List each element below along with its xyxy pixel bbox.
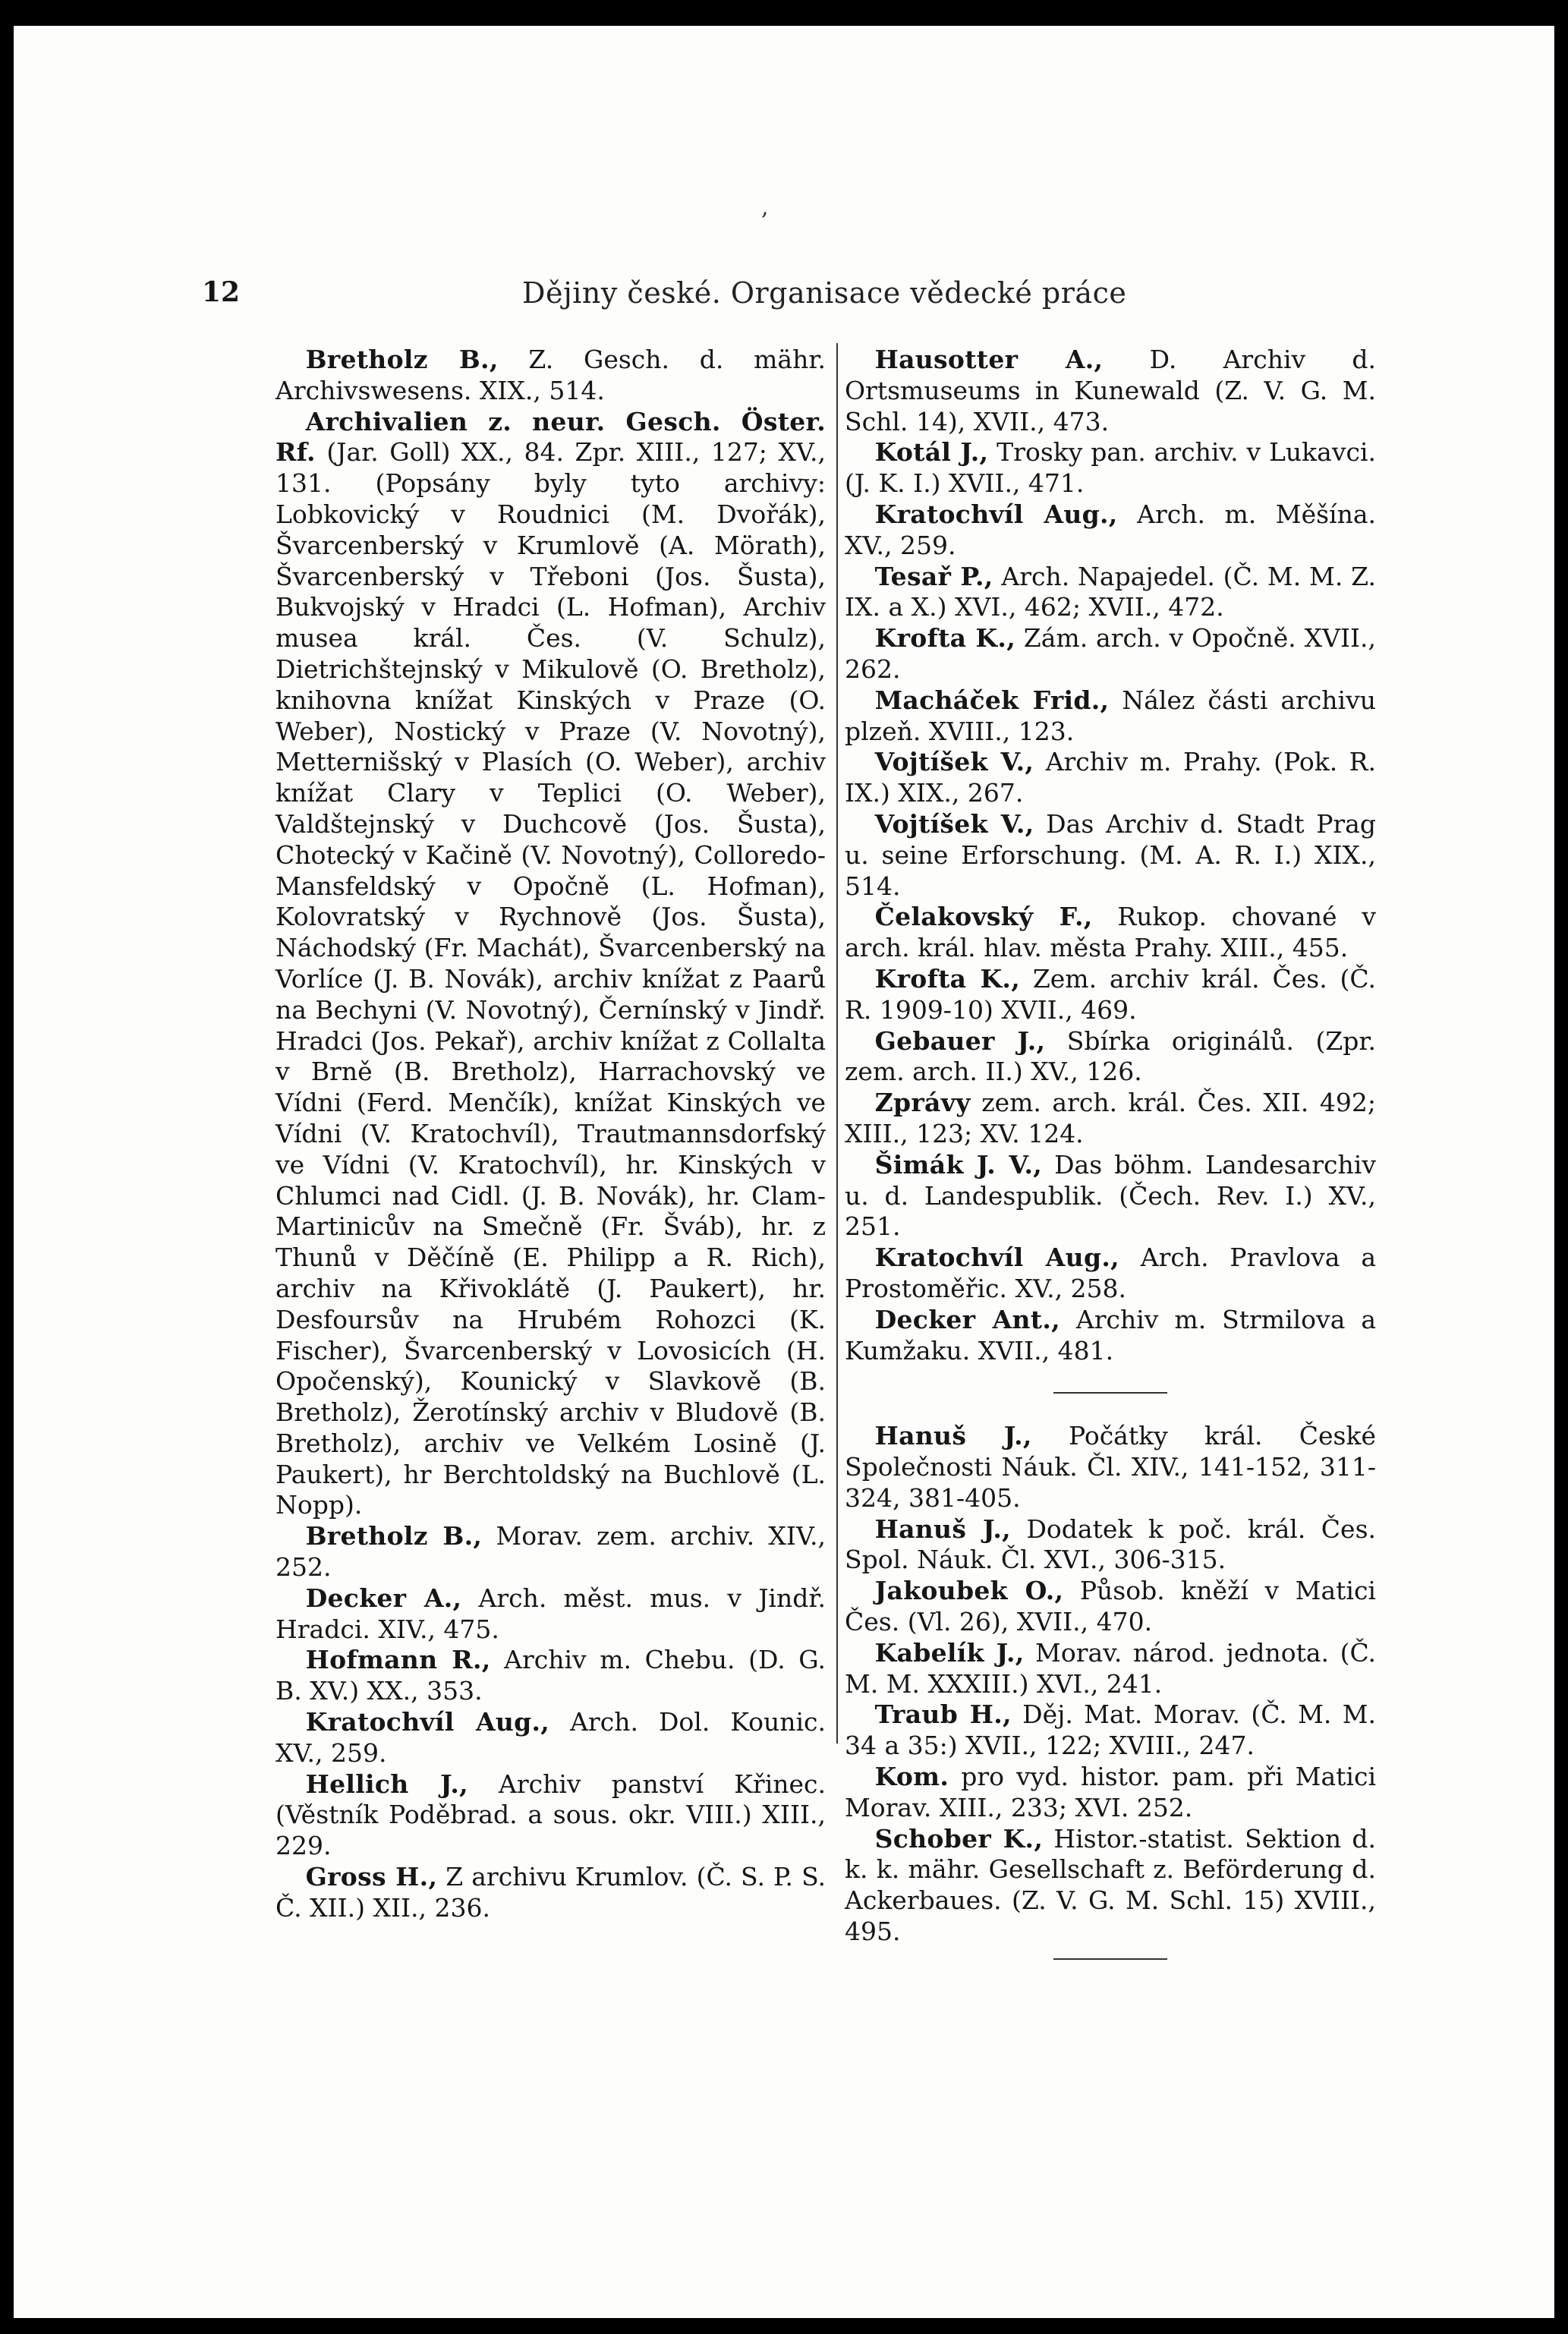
entry-author: Gebauer J., [874, 1025, 1046, 1056]
entry-detail: Arch. Dol. Kounic. XV., 259. [276, 1707, 826, 1768]
bibliography-entry [276, 407, 826, 1522]
entry-detail: Arch. m. Měšína. XV., 259. [845, 499, 1376, 560]
entry-author: Hofmann R., [305, 1645, 491, 1675]
entry-author: Jakoubek O., [874, 1576, 1064, 1606]
entry-author: Čelakovský F., [874, 902, 1093, 932]
bibliography-entry [845, 345, 1376, 437]
bibliography-entry [845, 685, 1376, 748]
entry-author: Bretholz B., [305, 1521, 483, 1551]
entry-author: Hanuš J., [874, 1513, 1011, 1544]
right-column [845, 345, 1376, 1987]
bibliography-entry [845, 1088, 1376, 1150]
entry-detail: Das böhm. Landesarchiv u. d. Landespublik. (Čech. Rev. I.) XV., 251. [845, 1149, 1376, 1242]
entry-author: Šimák J. V., [874, 1149, 1043, 1180]
bibliography-entry [845, 747, 1376, 809]
entry-author: Kom. [874, 1762, 949, 1792]
bibliography-entry [845, 1514, 1376, 1576]
entry-detail: Zám. arch. v Opočně. XVII., 262. [845, 623, 1376, 684]
entry-detail: Dodatek k poč. král. Čes. Spol. Náuk. Čl. XVI., 306-315. [845, 1513, 1377, 1575]
column-divider [836, 343, 838, 1743]
entry-author: Decker A., [305, 1583, 462, 1613]
bibliography-entry [845, 1824, 1376, 1948]
bibliography-entry [845, 964, 1376, 1026]
entry-author: Kratochvíl Aug., [874, 1243, 1119, 1273]
entry-author: Krofta K., [874, 963, 1020, 994]
bibliography-entry [845, 902, 1376, 964]
entry-detail: Arch. Pravlova a Prostoměřic. XV., 258. [845, 1243, 1376, 1303]
bibliography-entry [845, 809, 1376, 902]
entry-detail: Archiv m. Strmilova a Kumžaku. XVII., 481. [845, 1304, 1377, 1365]
bibliography-entry [845, 623, 1376, 685]
entry-author: Kratochvíl Aug., [305, 1707, 550, 1737]
entry-author: Hellich J., [305, 1769, 468, 1799]
entry-author: Macháček Frid., [874, 685, 1110, 715]
bibliography-entry [845, 1026, 1376, 1088]
bibliography-entry [845, 1638, 1376, 1700]
entry-author: Bretholz B., [305, 345, 499, 374]
bibliography-entry [845, 1150, 1376, 1243]
entry-detail: Z archivu Krumlov. (Č. S. P. S. Č. XII.) XII., 236. [276, 1862, 826, 1923]
entry-author: Archivalien z. neur. Gesch. Öster. Rf. [276, 406, 826, 468]
entry-detail: Působ. kněží v Matici Čes. (Vl. 26), XVII., 470. [845, 1576, 1376, 1637]
entry-detail: Archiv panství Křinec. (Věstník Poděbrad. a sous. okr. VIII.) XIII., 229. [276, 1769, 826, 1861]
bibliography-entry [845, 499, 1376, 562]
right-column-top-group [845, 345, 1376, 1366]
entry-detail: D. Archiv d. Ortsmuseums in Kunewald (Z. V. G. M. Schl. 14), XVII., 473. [845, 345, 1376, 436]
bibliography-entry [276, 1707, 826, 1769]
entry-detail: Zem. archiv král. Čes. (Č. R. 1909-10) XVII., 469. [845, 963, 1376, 1025]
entry-detail: zem. arch. král. Čes. XII. 492; XIII., 123; XV. 124. [845, 1088, 1376, 1148]
bibliography-entry [845, 1762, 1376, 1824]
entry-author: Decker Ant., [874, 1304, 1060, 1334]
entry-detail: Sbírka originálů. (Zpr. zem. arch. II.) XV., 126. [845, 1025, 1377, 1087]
entry-author: Vojtíšek V., [874, 808, 1034, 839]
end-separator [1053, 1958, 1167, 1960]
entry-detail: Nález části archivu plzeň. XVIII., 123. [845, 685, 1376, 746]
entry-author: Hausotter A., [874, 345, 1104, 374]
bibliography-entry [276, 1645, 826, 1707]
entry-detail: Počátky král. České Společnosti Náuk. Čl. XIV., 141-152, 311-324, 381-405. [845, 1421, 1376, 1513]
bibliography-entry [276, 1769, 826, 1862]
entry-detail: Morav. národ. jednota. (Č. M. M. XXXIII.) XVI., 241. [845, 1637, 1377, 1699]
entry-author: Kotál J., [874, 437, 989, 468]
bibliography-entry [845, 1305, 1376, 1367]
bibliography-entry [845, 1421, 1376, 1513]
entry-detail: Z. Gesch. d. mähr. Archivswesens. XIX., 514. [276, 345, 826, 405]
bibliography-entry [845, 437, 1376, 499]
left-column [276, 345, 826, 1924]
entry-detail: Arch. Napajedel. (Č. M. M. Z. IX. a X.) XVI., 462; XVII., 472. [845, 561, 1376, 622]
entry-detail: (Jar. Goll) XX., 84. Zpr. XIII., 127; XV., 131. (Popsány byly tyto archivy: Lobkovický v Roudnici (M. Dvořák), Švarcenberský v Krumlově (A. Mörath), Švarcenberský v Třeboni (Jos. Šusta), Bukvojský v Hradci (L. Hofman), Archiv musea král. Čes. (V. Schulz), Dietrichštejnský v Mikulově (O. Bretholz), knihovna knížat Kinských v Praze (O. Weber), Nostický v Praze (V. Novotný), Metternišský v Plasích (O. Weber), archiv knížat Clary v Teplici (O. Weber), Valdštejnský v Duchcově (Jos. Šusta), Chotecký v Kačině (V. Novotný), Colloredo-Mansfeldský v Opočně (L. Hofman), Kolovratský v Rychnově (Jos. Šusta), Náchodský (Fr. Machát), Švarcenberský na Vorlíce (J. B. Novák), archiv knížat z Paarů na Bechyni (V. Novotný), Černínský v Jindř. Hradci (Jos. Pekař), archiv knížat z Collalta v Brně (B. Bretholz), Harrachovský ve Vídni (Ferd. Menčík), knížat Kinských ve Vídni (V. Kratochvíl), Trautmannsdorfský ve Vídni (V. Kratochvíl), hr. Kinských v Chlumci nad Cidl. (J. B. Novák), hr. Clam-Martinicův na Smečně (Fr. Šváb), hr. z Thunů v Děčíně (E. Philipp a R. Rich), archiv na Křivoklátě (J. Paukert), hr. Desfoursův na Hrubém Rohozci (K. Fischer), Švarcenberský v Lovosicích (H. Opočenský), Kounický v Slavkově (B. Bretholz), Žerotínský archiv v Bludově (B. Bretholz), archiv ve Velkém Losině (J. Paukert), hr Berchtoldský na Buchlově (L. Nopp). [276, 437, 826, 1520]
bibliography-entry [845, 1576, 1376, 1638]
entry-detail: Histor.-statist. Sektion d. k. k. mähr. Gesellschaft z. Beförderung d. Ackerbaues. (Z. V. G. M. Schl. 15) XVIII., 495. [845, 1823, 1376, 1947]
entry-author: Kabelík J., [874, 1637, 1025, 1668]
entry-author: Kratochvíl Aug., [874, 499, 1118, 529]
entry-author: Tesař P., [874, 561, 993, 591]
bibliography-entry [276, 345, 826, 407]
entry-detail: Trosky pan. archiv. v Lukavci. (J. K. I.) XVII., 471. [845, 437, 1376, 499]
entry-detail: Das Archiv d. Stadt Prag u. seine Erforschung. (M. A. R. I.) XIX., 514. [845, 808, 1376, 901]
entry-detail: Arch. měst. mus. v Jindř. Hradci. XIV., 475. [276, 1583, 826, 1644]
entry-detail: pro vyd. histor. pam. při Matici Morav. XIII., 233; XVI. 252. [845, 1762, 1376, 1822]
bibliography-entry [276, 1521, 826, 1583]
entry-author: Zprávy [874, 1088, 971, 1118]
entry-detail: Morav. zem. archiv. XIV., 252. [276, 1521, 826, 1583]
page-number: 12 [202, 276, 241, 308]
bibliography-entry [276, 1862, 826, 1924]
section-separator [1053, 1392, 1167, 1394]
right-column-bottom-group [845, 1421, 1376, 1948]
entry-detail: Rukop. chované v arch. král. hlav. města Prahy. XIII., 455. [845, 902, 1376, 963]
book-page [14, 26, 1554, 2318]
entry-detail: Děj. Mat. Morav. (Č. M. M. 34 a 35:) XVII., 122; XVIII., 247. [845, 1699, 1376, 1761]
entry-author: Gross H., [305, 1862, 438, 1892]
entry-author: Vojtíšek V., [874, 747, 1034, 777]
bibliography-entry [845, 1699, 1376, 1762]
entry-detail: Archiv m. Chebu. (D. G. B. XV.) XX., 353. [276, 1645, 826, 1706]
bibliography-entry [276, 1583, 826, 1646]
running-title: Dějiny české. Organisace vědecké práce [522, 276, 1127, 310]
entry-author: Schober K., [874, 1823, 1044, 1854]
entry-author: Traub H., [874, 1699, 1012, 1730]
entry-author: Hanuš J., [874, 1421, 1032, 1451]
entry-detail: Archiv m. Prahy. (Pok. R. IX.) XIX., 267. [845, 747, 1377, 808]
bibliography-entry [845, 562, 1376, 624]
bibliography-entry [845, 1243, 1376, 1305]
stray-mark: , [761, 194, 769, 221]
entry-author: Krofta K., [874, 623, 1015, 654]
